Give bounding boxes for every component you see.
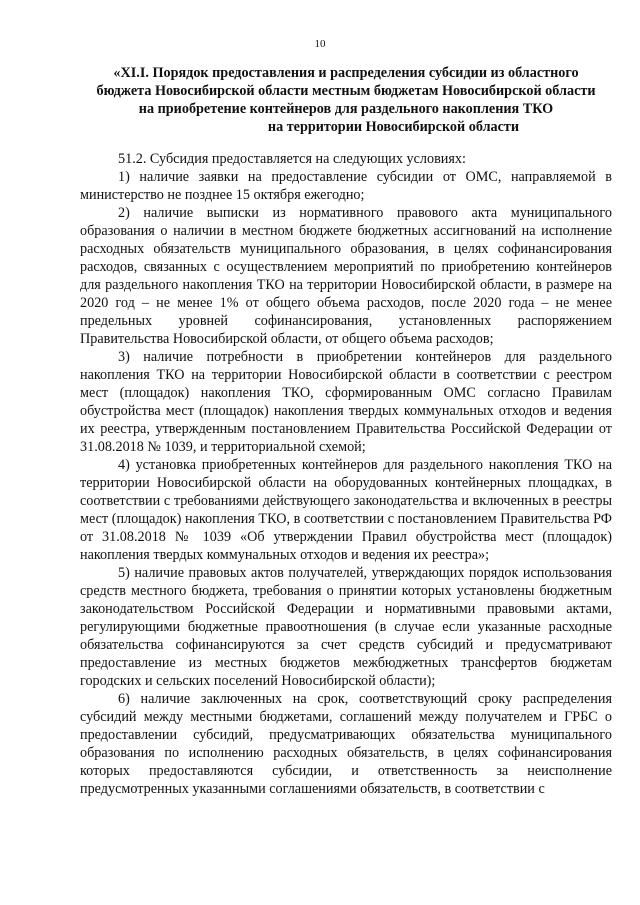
paragraph: 1) наличие заявки на предоставление субсидии от ОМС, направляемой в министерство не позднее 15 октября ежегодно; (80, 169, 612, 203)
heading-line: бюджета Новосибирской области местным бюджетам Новосибирской области (96, 83, 596, 99)
paragraph: 6) наличие заключенных на срок, соответствующий сроку распределения субсидий между местными бюджетами, соглашений между получателем и ГРБС о предоставлении субсидий, предусматривающих обязательства муниципального образования по исполнению расходных обязательств, в целях софинансирования которых предоставляются субсидии, и ответственность за неисполнение предусмотренных указанными соглашениями обязательств, в соответствии с (80, 691, 612, 797)
paragraph: 4) установка приобретенных контейнеров для раздельного накопления ТКО на территории Новосибирской области на оборудованных контейнерных площадках, в соответствии с требованиями действующего законодательства и включенных в реестры мест (площадок) накопления ТКО, в соответствии с постановлением Правительства РФ от 31.08.2018 № 1039 «Об утверждении Правил обустройства мест (площадок) накопления твердых коммунальных отходов и ведения их реестра»; (80, 457, 612, 563)
page-number: 10 (314, 38, 326, 50)
document-body (80, 150, 612, 798)
paragraph: 5) наличие правовых актов получателей, утверждающих порядок использования средств местного бюджета, требования о принятии которых установлены бюджетным законодательством Российской Федерации и нормативными правовыми актами, регулирующими бюджетные правоотношения (в случае если указанные расходные обязательства софинансируются за счет средств субсидий и предусматривают предоставление из местных бюджетов межбюджетных трансфертов бюджетам городских и сельских поселений Новосибирской области); (80, 565, 612, 689)
heading-line: на территории Новосибирской области (267, 119, 520, 135)
heading-line: «XI.I. Порядок предоставления и распределения субсидии из областного (113, 65, 579, 81)
paragraph: 51.2. Субсидия предоставляется на следующих условиях: (118, 151, 466, 167)
paragraph: 3) наличие потребности в приобретении контейнеров для раздельного накопления ТКО на территории Новосибирской области в соответствии с реестром мест (площадок) накопления ТКО, сформированным ОМС согласно Правилам обустройства мест (площадок) накопления твердых коммунальных отходов и ведения их реестра, утвержденным постановлением Правительства Российской Федерации от 31.08.2018 № 1039, и территориальной схемой; (80, 349, 612, 455)
paragraph: 2) наличие выписки из нормативного правового акта муниципального образования о наличии в местном бюджете бюджетных ассигнований на исполнение расходных обязательств муниципального образования, в целях софинансирования расходов, связанных с осуществлением мероприятий по приобретению контейнеров для раздельного накопления ТКО на территории Новосибирской области, в размере на 2020 год – не менее 1% от общего объема расходов, после 2020 года – не менее предельных уровней софинансирования, установленных распоряжением Правительства Новосибирской области, от общего объема расходов; (80, 205, 612, 347)
section-heading (80, 64, 612, 136)
heading-line: на приобретение контейнеров для раздельного накопления ТКО (138, 101, 554, 117)
